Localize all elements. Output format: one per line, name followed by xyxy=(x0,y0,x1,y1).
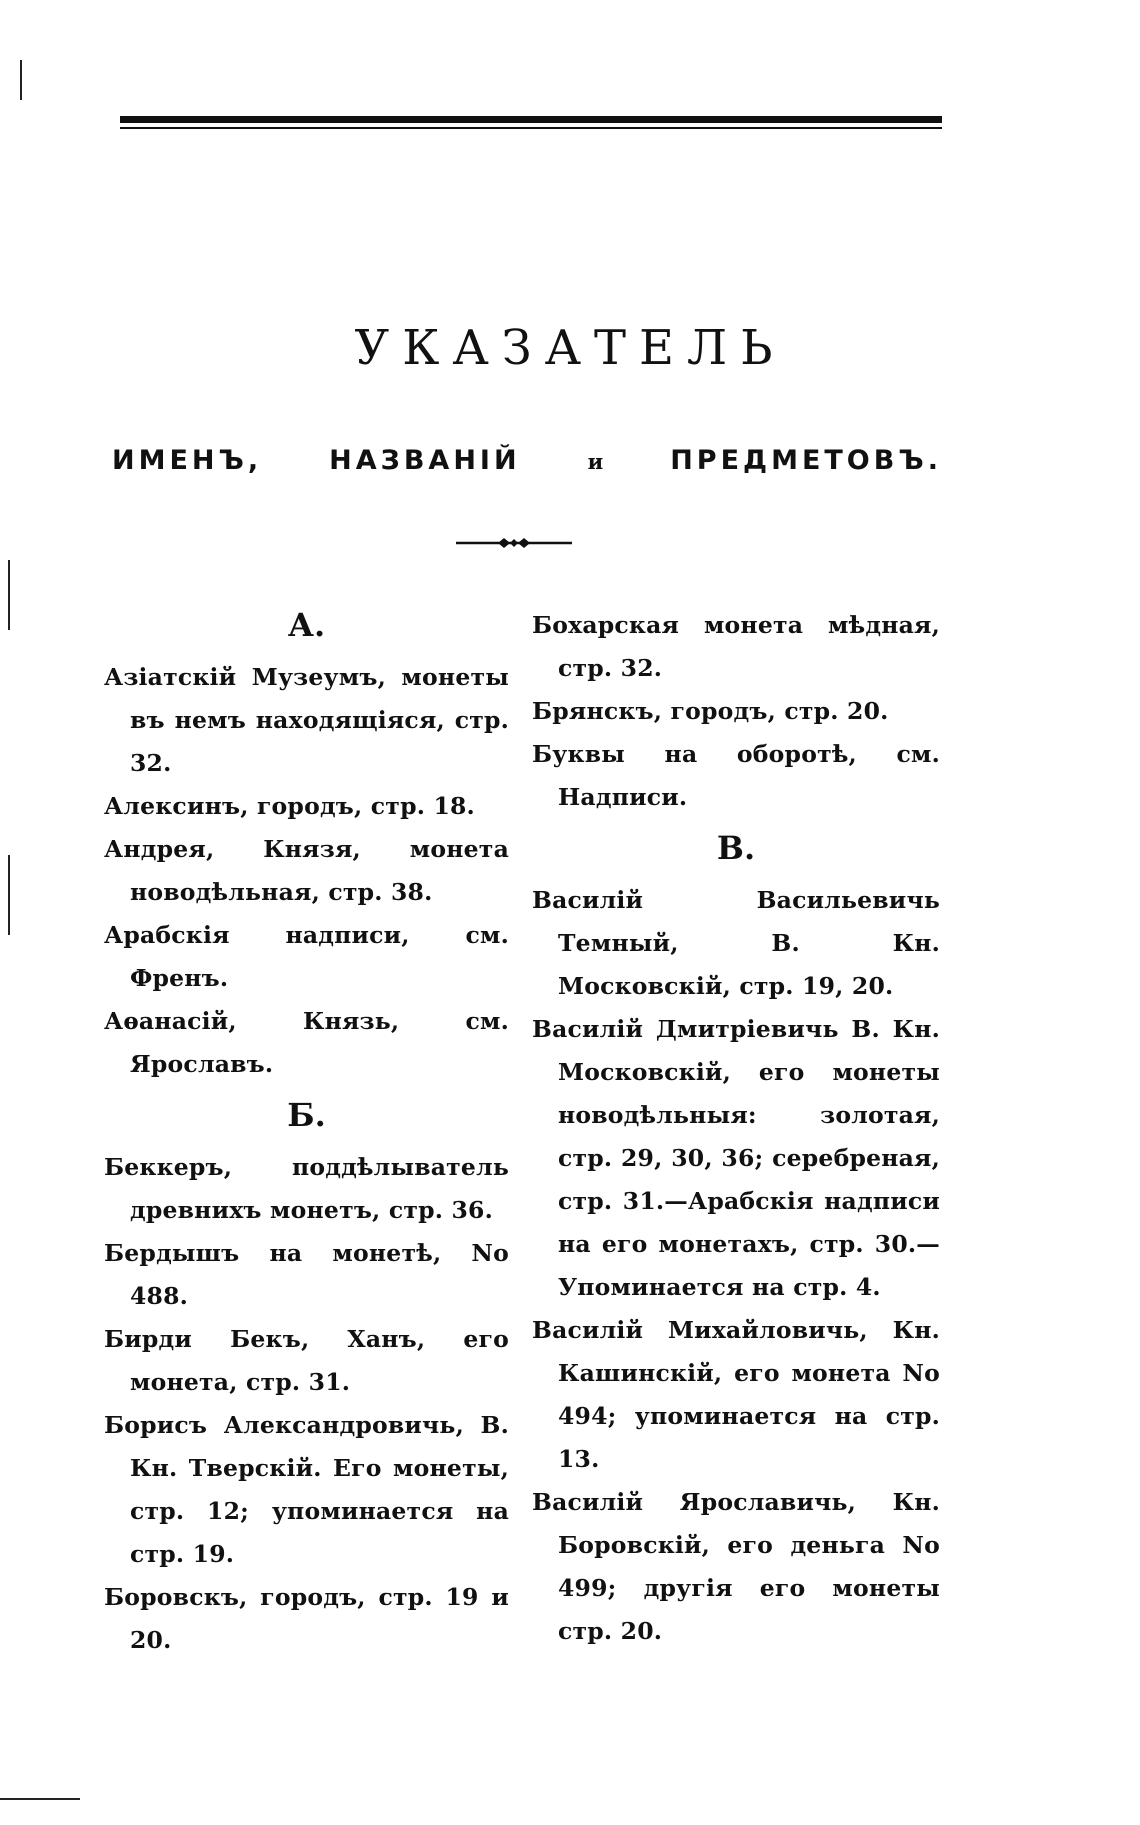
section-letter-v: В. xyxy=(716,829,756,867)
subtitle-names: ИМЕНЪ, xyxy=(112,445,263,476)
index-entry: Буквы на оборотѣ, см. Надписи. xyxy=(532,740,940,811)
index-entry: Бохарская монета мѣдная, стр. 32. xyxy=(532,611,940,682)
top-rule-thick-line xyxy=(120,116,942,123)
page-subtitle xyxy=(112,445,942,476)
index-entry: Бирди Бекъ, Ханъ, его монета, стр. 31. xyxy=(104,1325,509,1396)
subtitle-titles: НАЗВАНІЙ xyxy=(329,445,521,476)
index-entry: Василій Михайловичь, Кн. Кашинскій, его монета No 494; упоминается на стр. 13. xyxy=(532,1316,940,1473)
index-entry: Беккеръ, поддѣлыватель древнихъ монетъ, стр. 36. xyxy=(104,1153,509,1224)
section-letter-a: А. xyxy=(287,606,326,644)
section-letter-b: Б. xyxy=(287,1096,326,1134)
index-entry: Василій Васильевичь Темный, В. Кн. Московскій, стр. 19, 20. xyxy=(532,886,940,1000)
scan-edge-mark xyxy=(8,855,10,935)
top-rule-thin-line xyxy=(120,127,942,129)
index-entry: Василій Дмитріевичь В. Кн. Московскій, его монеты новодѣльныя: золотая, стр. 29, 30, 36; серебреная, стр. 31.—Арабскія надписи на его монетахъ, стр. 30.— Упоминается на стр. 4. xyxy=(532,1015,940,1301)
index-column-left xyxy=(104,596,509,1662)
scan-edge-mark xyxy=(8,560,10,630)
index-entry: Азіатскій Музеумъ, монеты въ немъ находящіяся, стр. 32. xyxy=(104,663,509,777)
page-title: УКАЗАТЕЛЬ xyxy=(354,320,786,376)
index-entry: Боровскъ, городъ, стр. 19 и 20. xyxy=(104,1583,509,1654)
section-ornament xyxy=(456,536,572,550)
index-entry: Алексинъ, городъ, стр. 18. xyxy=(104,792,475,820)
top-double-rule xyxy=(120,116,942,129)
index-entry: Бердышъ на монетѣ, No 488. xyxy=(104,1239,509,1310)
index-entry: Брянскъ, городъ, стр. 20. xyxy=(532,697,889,725)
subtitle-subjects: ПРЕДМЕТОВЪ. xyxy=(670,445,942,476)
scan-edge-mark xyxy=(20,60,22,100)
index-column-right xyxy=(532,604,940,1653)
index-entry: Аѳанасій, Князь, см. Ярославъ. xyxy=(104,1007,509,1078)
index-entry: Василій Ярославичь, Кн. Боровскій, его деньга No 499; другія его монеты стр. 20. xyxy=(532,1488,940,1645)
scan-edge-mark xyxy=(0,1798,80,1800)
index-entry: Борисъ Александровичь, В. Кн. Тверскій. Его монеты, стр. 12; упоминается на стр. 19. xyxy=(104,1411,509,1568)
index-entry: Андрея, Князя, монета новодѣльная, стр. 38. xyxy=(104,835,509,906)
index-entry: Арабскія надписи, см. Френъ. xyxy=(104,921,509,992)
subtitle-and: и xyxy=(587,449,604,474)
